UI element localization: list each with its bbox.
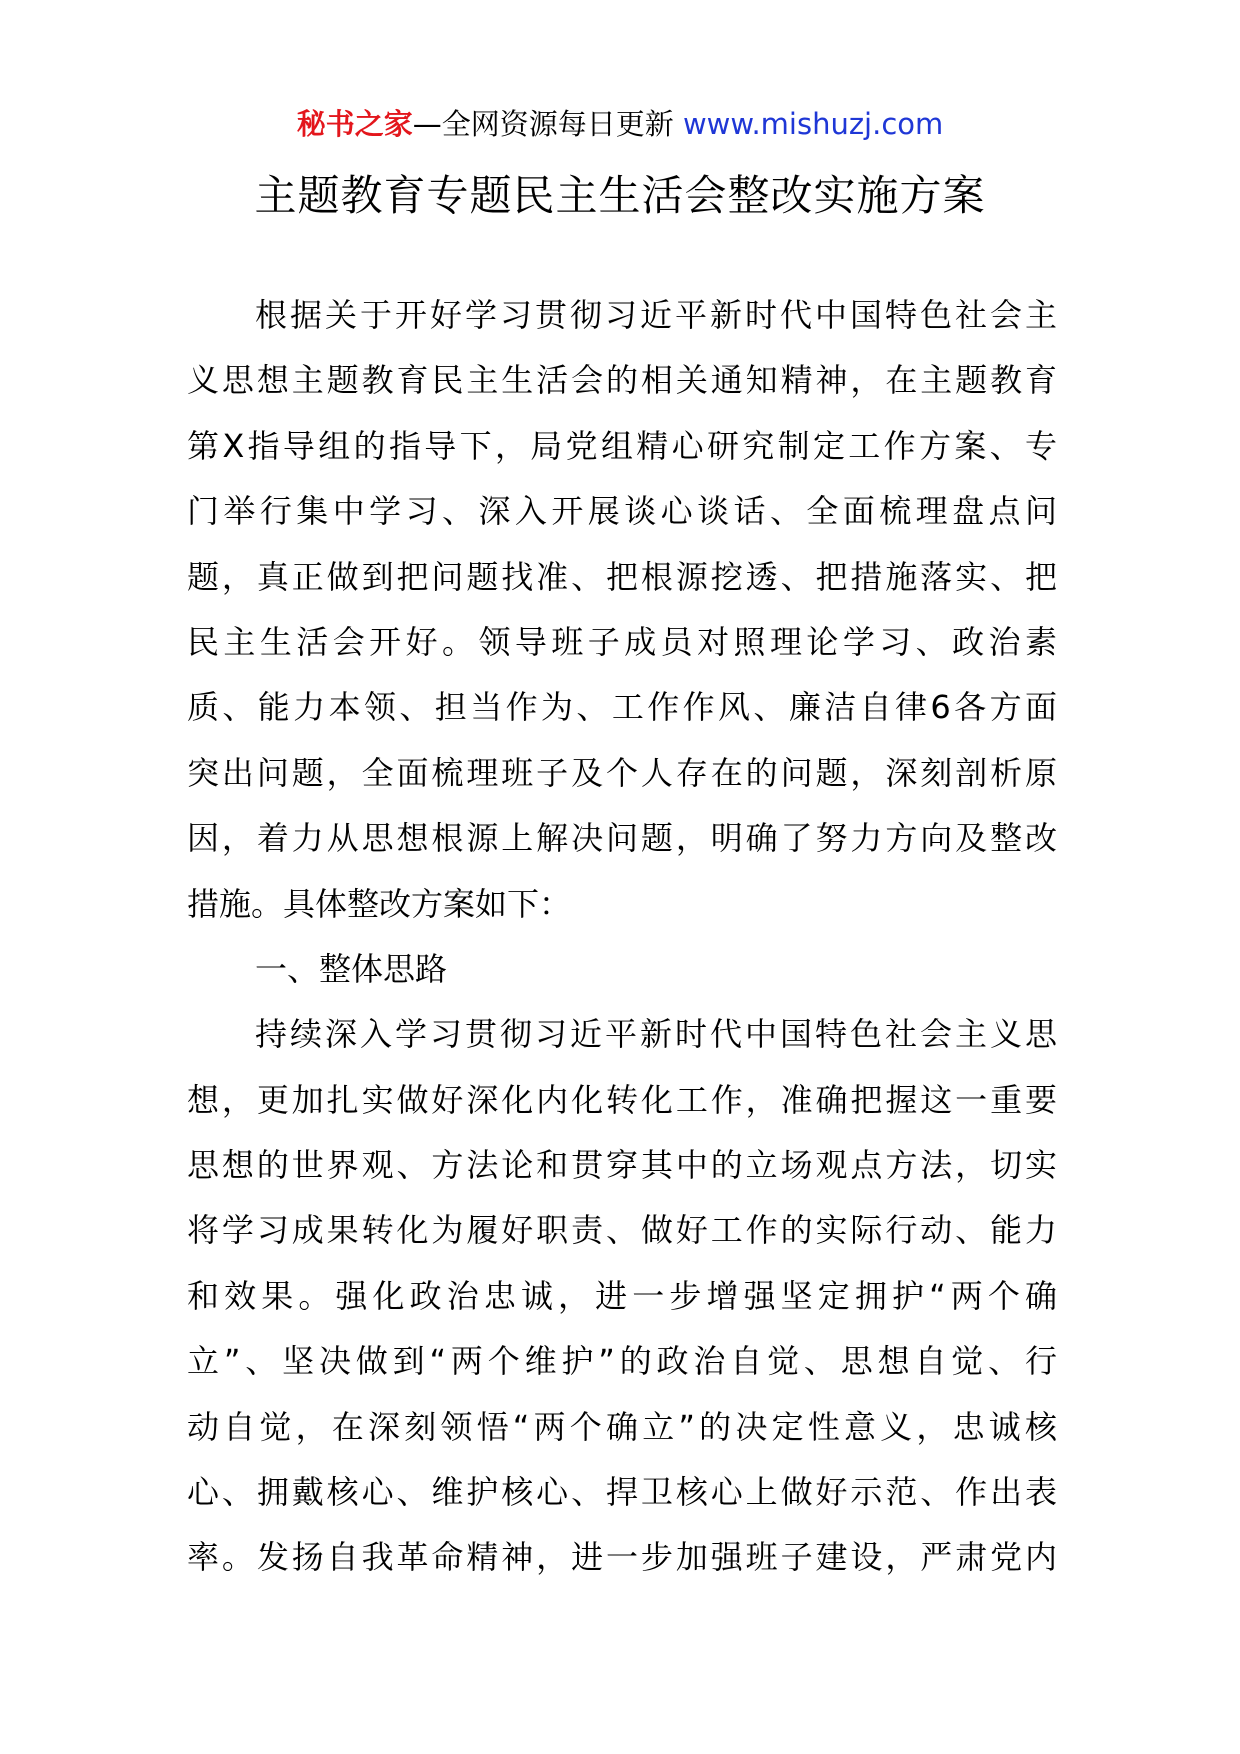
paragraph-line: 质、能力本领、担当作为、工作作风、廉洁自律6各方面 xyxy=(187,688,1057,727)
site-slogan: —全网资源每日更新 xyxy=(412,107,674,141)
paragraph-line: 立”、坚决做到“两个维护”的政治自觉、思想自觉、行 xyxy=(187,1342,1057,1381)
site-url-link[interactable]: www.mishuzj.com xyxy=(682,107,944,141)
paragraph-line: 心、拥戴核心、维护核心、捍卫核心上做好示范、作出表 xyxy=(187,1473,1057,1512)
paragraph-line: 义思想主题教育民主生活会的相关通知精神，在主题教育 xyxy=(187,361,1057,400)
paragraph-line: 想，更加扎实做好深化内化转化工作，准确把握这一重要 xyxy=(187,1080,1057,1119)
paragraph-line: 第X指导组的指导下，局党组精心研究制定工作方案、专 xyxy=(187,426,1057,465)
paragraph-line: 民主生活会开好。领导班子成员对照理论学习、政治素 xyxy=(187,622,1057,661)
site-header xyxy=(0,104,1240,144)
paragraph-line: 思想的世界观、方法论和贯穿其中的立场观点方法，切实 xyxy=(187,1146,1057,1185)
paragraph-line: 根据关于开好学习贯彻习近平新时代中国特色社会主 xyxy=(255,296,1057,334)
document-title: 主题教育专题民主生活会整改实施方案 xyxy=(254,171,986,220)
paragraph-line: 持续深入学习贯彻习近平新时代中国特色社会主义思 xyxy=(255,1015,1057,1054)
paragraph-line: 率。发扬自我革命精神，进一步加强班子建设，严肃党内 xyxy=(187,1538,1057,1577)
paragraph-line: 门举行集中学习、深入开展谈心谈话、全面梳理盘点问 xyxy=(187,492,1057,531)
paragraph-line: 突出问题，全面梳理班子及个人存在的问题，深刻剖析原 xyxy=(187,753,1057,792)
paragraph-line: 措施。具体整改方案如下： xyxy=(187,884,572,923)
paragraph-line: 和效果。强化政治忠诚，进一步增强坚定拥护“两个确 xyxy=(187,1276,1057,1315)
paragraph-line: 因，着力从思想根源上解决问题，明确了努力方向及整改 xyxy=(187,819,1057,858)
site-brand: 秘书之家 xyxy=(296,107,413,141)
paragraph-line: 将学习成果转化为履好职责、做好工作的实际行动、能力 xyxy=(187,1211,1057,1250)
section-heading: 一、整体思路 xyxy=(255,949,448,988)
paragraph-line: 动自觉，在深刻领悟“两个确立”的决定性意义，忠诚核 xyxy=(187,1407,1057,1446)
document-body xyxy=(187,295,1057,1603)
paragraph-line: 题，真正做到把问题找准、把根源挖透、把措施落实、把 xyxy=(187,557,1057,596)
